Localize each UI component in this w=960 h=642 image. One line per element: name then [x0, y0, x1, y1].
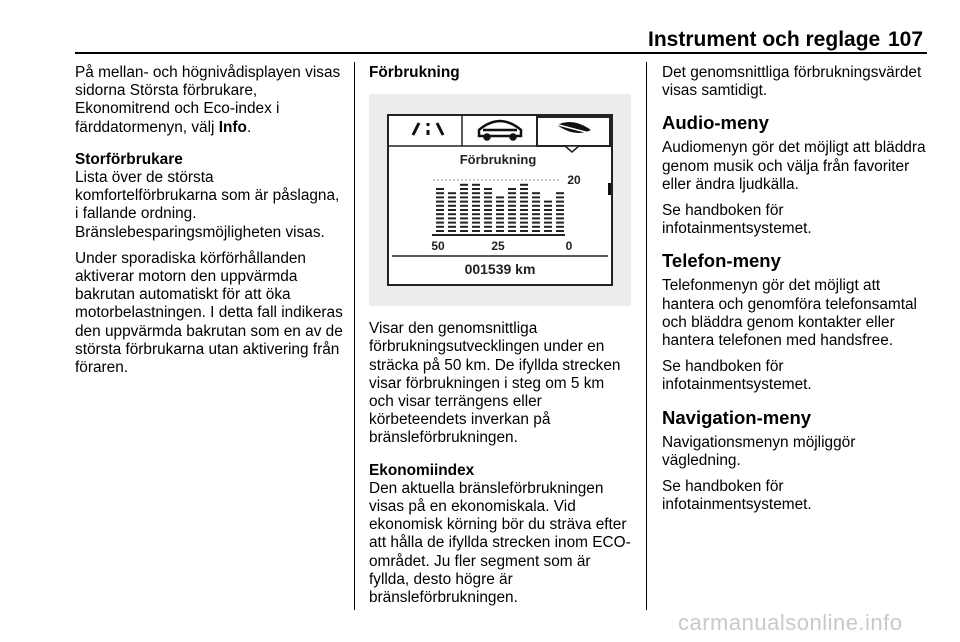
bar-segment — [472, 201, 480, 203]
bar-segment — [556, 205, 564, 207]
bar-segment — [472, 205, 480, 207]
bar-segment — [508, 205, 516, 207]
bar-segment — [496, 201, 504, 203]
bar-segment — [544, 222, 552, 224]
bar-segment — [436, 205, 444, 207]
paragraph-ekonomiindex: Den aktuella bränsleförbrukningen visas på en ekonomiskala. Vid ekonomisk körning bör du sträva efter att hålla de ifyllda strecken inom ECO-området. Ju fler segment som är fyllda, desto högre är bränsleförbrukningen. — [369, 479, 631, 607]
bar-segment — [436, 209, 444, 211]
bar-segment — [484, 218, 492, 220]
bar-segment — [448, 226, 456, 228]
paragraph-nav-2: Se handboken för infotainmentsystemet. — [662, 478, 812, 514]
bar-segment — [448, 222, 456, 224]
paragraph-bakruta: Under sporadiska körförhållanden aktiverar motorn den uppvärmda bakrutan automatiskt för att öka motorbelastningen. I detta fall indikeras den uppvärmda bakrutan som en av de största förbrukarna utan aktivering från föraren. — [75, 249, 343, 377]
page-number: 107 — [888, 28, 924, 51]
heading-audio-meny: Audio-meny — [662, 112, 769, 134]
bar-segment — [508, 201, 516, 203]
bar-segment — [520, 230, 528, 232]
page-header-title: Instrument och reglage — [648, 28, 881, 51]
bar-segment — [508, 222, 516, 224]
bar-segment — [532, 205, 540, 207]
bar-segment — [460, 201, 468, 203]
bar-segment — [460, 197, 468, 199]
bar-segment — [496, 218, 504, 220]
bar-segment — [460, 184, 468, 186]
bar-segment — [460, 222, 468, 224]
bar-segment — [556, 201, 564, 203]
axis-label-50: 50 — [431, 239, 445, 254]
bar-segment — [460, 209, 468, 211]
bar-segment — [544, 201, 552, 203]
bar-segment — [496, 209, 504, 211]
heading-navigation-meny: Navigation-meny — [662, 406, 812, 428]
bar-segment — [436, 197, 444, 199]
bar-segment — [508, 226, 516, 228]
bar-segment — [544, 218, 552, 220]
bar-segment — [520, 192, 528, 194]
consumption-bar — [496, 197, 504, 233]
bar-segment — [472, 184, 480, 186]
bar-segment — [508, 209, 516, 211]
bar-segment — [484, 226, 492, 228]
bar-segment — [520, 205, 528, 207]
bar-segment — [496, 226, 504, 228]
heading-storforbrukare: Storförbrukare — [75, 150, 183, 168]
column-2 — [369, 64, 633, 615]
bar-segment — [460, 218, 468, 220]
bar-segment — [436, 188, 444, 190]
bar-segment — [496, 205, 504, 207]
bar-segment — [556, 222, 564, 224]
bar-segment — [520, 188, 528, 190]
paragraph-nav-1: Navigationsmenyn möjliggör vägledning. — [662, 433, 856, 469]
screen-title: Förbrukning — [459, 152, 537, 168]
bar-segment — [448, 213, 456, 215]
bar-segment — [520, 184, 528, 186]
paragraph-audio-2: Se handboken för infotainmentsystemet. — [662, 202, 812, 238]
bar-segment — [448, 209, 456, 211]
bar-segment — [436, 226, 444, 228]
bar-segment — [544, 213, 552, 215]
bar-segment — [508, 218, 516, 220]
bar-segment — [556, 192, 564, 194]
column-divider-2 — [646, 62, 647, 610]
bar-segment — [544, 209, 552, 211]
bar-segment — [472, 188, 480, 190]
bar-segment — [532, 213, 540, 215]
bar-segment — [544, 226, 552, 228]
bar-segment — [556, 213, 564, 215]
bar-segment — [436, 218, 444, 220]
bar-segment — [436, 213, 444, 215]
display-illustration — [369, 94, 631, 306]
odometer-value: 001539 km — [464, 261, 536, 278]
bar-segment — [556, 226, 564, 228]
bar-segment — [436, 230, 444, 232]
bar-segment — [508, 188, 516, 190]
bar-segment — [448, 230, 456, 232]
paragraph-info: På mellan- och högnivådisplayen visas sidorna Största förbrukare, Ekonomitrend och Eco-index i färddatormenyn, välj Info. — [75, 64, 341, 136]
bar-segment — [508, 213, 516, 215]
bar-segment — [472, 209, 480, 211]
bar-segment — [460, 230, 468, 232]
bar-segment — [484, 201, 492, 203]
bar-segment — [556, 218, 564, 220]
bar-segment — [532, 226, 540, 228]
bar-segment — [496, 230, 504, 232]
bar-segment — [460, 226, 468, 228]
axis-label-0: 0 — [565, 239, 573, 254]
bar-segment — [556, 209, 564, 211]
bar-segment — [448, 201, 456, 203]
bar-segment — [544, 230, 552, 232]
bar-segment — [472, 218, 480, 220]
bar-segment — [484, 205, 492, 207]
bar-segment — [460, 213, 468, 215]
header-rule — [75, 52, 927, 54]
bar-segment — [472, 213, 480, 215]
bar-segment — [532, 230, 540, 232]
bar-segment — [556, 230, 564, 232]
bar-segment — [532, 218, 540, 220]
column-1 — [75, 64, 345, 385]
bar-segment — [484, 230, 492, 232]
bar-segment — [556, 197, 564, 199]
display-frame — [388, 115, 612, 285]
bar-segment — [532, 197, 540, 199]
paragraph-average: Det genomsnittliga förbrukningsvärdet visas samtidigt. — [662, 64, 922, 100]
bar-segment — [484, 188, 492, 190]
bar-segment — [460, 188, 468, 190]
bar-segment — [484, 213, 492, 215]
bar-segment — [496, 222, 504, 224]
bar-segment — [484, 209, 492, 211]
paragraph-telefon-1: Telefonmenyn gör det möjligt att hantera och genomföra telefonsamtal och bläddra genom kontakter eller hantera telefonen med handsfree. — [662, 277, 917, 350]
heading-forbrukning: Förbrukning — [369, 64, 460, 81]
bar-segment — [448, 197, 456, 199]
paragraph-forbrukning: Visar den genomsnittliga förbrukningsutvecklingen under en sträcka på 50 km. De ifyllda strecken visar förbrukningen i steg om 5 km och visar terrängens eller körbeteendets inverkan på bränsleförbrukningen. — [369, 320, 621, 447]
bar-segment — [472, 192, 480, 194]
bar-segment — [448, 205, 456, 207]
heading-telefon-meny: Telefon-meny — [662, 250, 781, 272]
bar-segment — [508, 192, 516, 194]
column-divider-1 — [354, 62, 355, 610]
bar-segment — [520, 209, 528, 211]
bar-segment — [460, 192, 468, 194]
bar-segment — [436, 192, 444, 194]
bar-segment — [484, 222, 492, 224]
bar-segment — [472, 197, 480, 199]
bar-segment — [520, 201, 528, 203]
paragraph-telefon-2: Se handboken för infotainmentsystemet. — [662, 358, 812, 394]
bar-segment — [508, 230, 516, 232]
paragraph-audio-1: Audiomenyn gör det möjligt att bläddra genom musik och välja från favoriter eller ändra ljudkälla. — [662, 139, 926, 193]
bar-segment — [448, 218, 456, 220]
watermark: carmanualsonline.info — [678, 610, 903, 635]
scroll-indicator — [608, 183, 611, 195]
heading-ekonomiindex: Ekonomiindex — [369, 461, 475, 479]
bar-segment — [520, 226, 528, 228]
bar-segment — [496, 197, 504, 199]
axis-label-25: 25 — [491, 239, 505, 254]
paragraph-storforbrukare: Lista över de största komfortelförbrukarna som är påslagna, i fallande ordning. Bränslebesparingsmöjligheten visas. — [75, 169, 340, 241]
bar-segment — [472, 230, 480, 232]
info-keyword: Info — [218, 118, 247, 136]
bar-segment — [520, 197, 528, 199]
bar-segment — [472, 222, 480, 224]
bar-segment — [532, 222, 540, 224]
bar-segment — [520, 218, 528, 220]
consumption-display-figure — [369, 94, 631, 306]
bar-segment — [520, 222, 528, 224]
bar-segment — [532, 209, 540, 211]
scale-top-label: 20 — [567, 173, 581, 188]
bar-segment — [520, 213, 528, 215]
bar-segment — [544, 205, 552, 207]
bar-segment — [484, 192, 492, 194]
bar-segment — [508, 197, 516, 199]
bar-segment — [472, 226, 480, 228]
bar-segment — [484, 197, 492, 199]
bar-segment — [436, 222, 444, 224]
bar-segment — [436, 201, 444, 203]
column-3 — [662, 64, 932, 522]
bar-segment — [448, 192, 456, 194]
bar-segment — [496, 213, 504, 215]
bar-segment — [532, 192, 540, 194]
bar-segment — [460, 205, 468, 207]
bar-segment — [532, 201, 540, 203]
